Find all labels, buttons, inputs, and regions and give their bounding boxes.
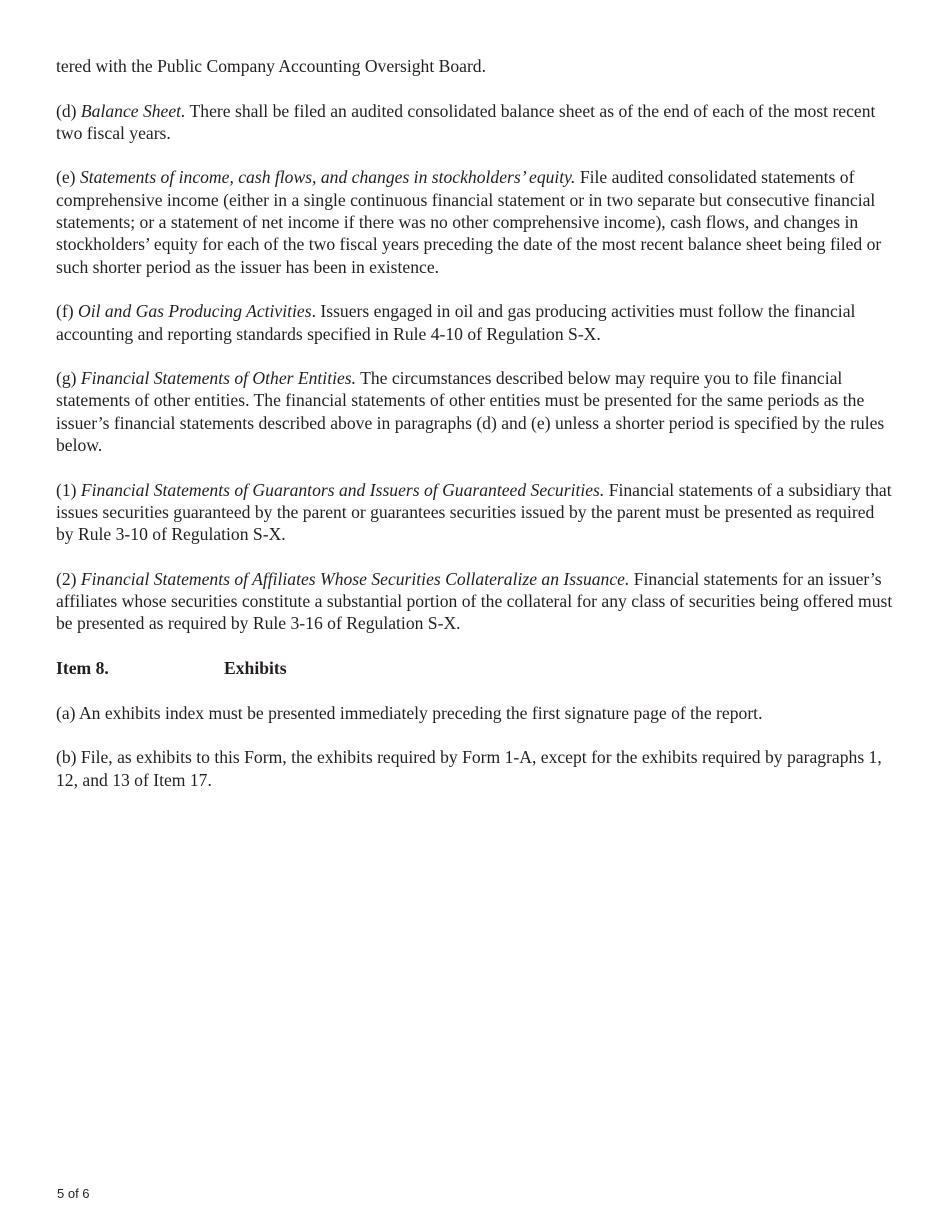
paragraph-title: Financial Statements of Affiliates Whose Securities Collateralize an Issuance. bbox=[80, 568, 630, 589]
paragraph-title: Oil and Gas Producing Activities bbox=[77, 301, 312, 322]
paragraph-label: (g) bbox=[56, 368, 81, 389]
page-number: 5 of 6 bbox=[57, 1186, 90, 1201]
paragraph-continuation: tered with the Public Company Accounting Oversight Board. bbox=[56, 56, 486, 76]
paragraph-g-other-entities bbox=[56, 367, 896, 456]
paragraph-label: (2) bbox=[56, 568, 81, 589]
paragraph-body: Financial statements for an issuer’s affiliates whose securities constitute a substantial portion of the collateral for any class of securities being offered must be presented as required by Rule 3-16 of Regulation S-X. bbox=[56, 568, 893, 634]
paragraph-label: (d) bbox=[56, 100, 81, 121]
paragraph-title: Financial Statements of Other Entities. bbox=[80, 368, 357, 389]
paragraph-body: Financial statements of a subsidiary that issues securities guaranteed by the parent or guarantees securities issued by the parent must be presented as required by Rule 3-10 of Regulation S-X. bbox=[56, 479, 892, 545]
paragraph-label: (f) bbox=[56, 301, 78, 322]
paragraph-body: File audited consolidated statements of comprehensive income (either in a single continuous financial statement or in two separate but consecutive financial statements; or a statement of net income if there was no other comprehensive income), cash flows, and changes in stockholders’ equity for each of the two fiscal years preceding the date of the most recent balance sheet being filed or such shorter period as the issuer has been in existence. bbox=[56, 167, 882, 277]
paragraph-e-statements bbox=[56, 166, 896, 277]
paragraph-title: Balance Sheet. bbox=[80, 100, 186, 121]
paragraph-label: (e) bbox=[56, 167, 80, 188]
item-number: Item 8. bbox=[56, 658, 109, 679]
paragraph-body: . Issuers engaged in oil and gas producing activities must follow the financial accounting and reporting standards specified in Rule 4-10 of Regulation S-X. bbox=[56, 301, 856, 344]
paragraph-title: Statements of income, cash flows, and changes in stockholders’ equity. bbox=[79, 167, 576, 188]
paragraph-body: The circumstances described below may require you to file financial statements of other entities. The financial statements of other entities must be presented for the same periods as the issuer’s financial statements described above in paragraphs (d) and (e) unless a shorter period is specified by the rules below. bbox=[56, 368, 885, 456]
paragraph-title: Financial Statements of Guarantors and Issuers of Guaranteed Securities. bbox=[80, 479, 605, 500]
item-8-heading bbox=[56, 657, 896, 679]
paragraph-g2-affiliates bbox=[56, 568, 896, 635]
paragraph-d-balance-sheet bbox=[56, 100, 896, 145]
paragraph-label: (1) bbox=[56, 479, 81, 500]
document-page bbox=[56, 55, 896, 813]
paragraph-f-oil-gas bbox=[56, 300, 896, 345]
paragraph-g1-guarantors bbox=[56, 479, 896, 546]
item-8-paragraph-a: (a) An exhibits index must be presented immediately preceding the first signature page of the report. bbox=[56, 702, 763, 723]
item-title: Exhibits bbox=[224, 658, 287, 679]
paragraph-body: There shall be filed an audited consolidated balance sheet as of the end of each of the most recent two fiscal years. bbox=[56, 100, 876, 143]
item-8-paragraph-b: (b) File, as exhibits to this Form, the exhibits required by Form 1-A, except for the exhibits required by paragraphs 1, 12, and 13 of Item 17. bbox=[56, 747, 882, 790]
